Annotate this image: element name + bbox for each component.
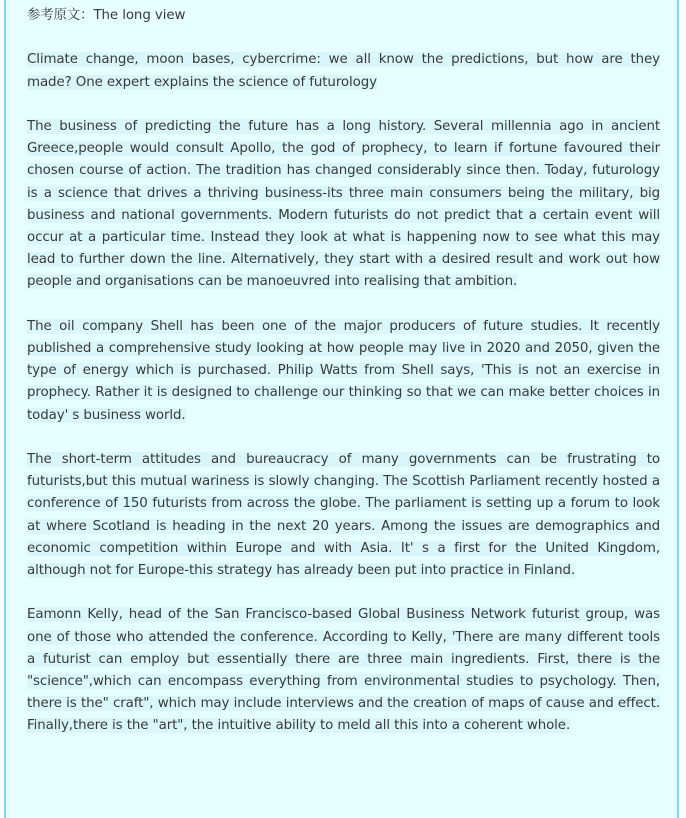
- heading-title: The long view: [93, 8, 186, 23]
- paragraph-text: The business of predicting the future has a long history. Several millennia ago in ancient Greece,people would consult Apollo, the god of prophecy, to learn if fortune favoured their chosen course of action. The tradition has changed considerably since then. Today, futurology is a science that drives a thriving business-its three main consumers being the military, big business and national governments. Modern futurists do not predict that a certain event will occur at a particular time. Instead they look at what is happening now to see what this may lead to further down the line. Alternatively, they start with a desired result and work out how people and organisations can be manoeuvred into realising that ambition.: [27, 118, 660, 290]
- article-subtitle: [27, 49, 660, 93]
- heading-text: [27, 8, 185, 23]
- heading-prefix: 参考原文：: [27, 8, 94, 23]
- article-heading: [27, 5, 660, 27]
- article-content: [27, 5, 660, 760]
- paragraph-text: The oil company Shell has been one of the major producers of future studies. It recently published a comprehensive study looking at how people may live in 2020 and 2050, given the type of energy which is purchased. Philip Watts from Shell says, 'This is not an exercise in prophecy. Rather it is designed to challenge our thinking so that we can make better choices in today' s business world.: [27, 318, 660, 423]
- paragraph-text: The short-term attitudes and bureaucracy of many governments can be frustrating to futurists,but this mutual wariness is slowly changing. The Scottish Parliament recently hosted a conference of 150 futurists from across the globe. The parliament is setting up a forum to look at where Scotland is heading in the next 20 years. Among the issues are demographics and economic competition within Europe and with Asia. It' s a first for the United Kingdom, although not for Europe-this strategy has already been put into practice in Finland.: [27, 452, 660, 579]
- article-paragraph-4: [27, 604, 660, 737]
- paragraph-text: Eamonn Kelly, head of the San Francisco-based Global Business Network futurist group, was one of those who attended the conference. According to Kelly, 'There are many different tools a futurist can employ but essentially there are three main ingredients. First, there is the "science",which can encompass everything from environmental studies to psychology. Then, there is the" craft", which may include interviews and the creation of maps of cause and effect. Finally,there is the "art", the intuitive ability to meld all this into a coherent whole.: [27, 607, 660, 734]
- paragraph-text: Climate change, moon bases, cybercrime: we all know the predictions, but how are they made? One expert explains the science of futurology: [27, 52, 660, 90]
- article-paragraph-1: [27, 116, 660, 294]
- article-paragraph-3: [27, 449, 660, 582]
- article-container: [4, 0, 679, 818]
- article-paragraph-2: [27, 316, 660, 427]
